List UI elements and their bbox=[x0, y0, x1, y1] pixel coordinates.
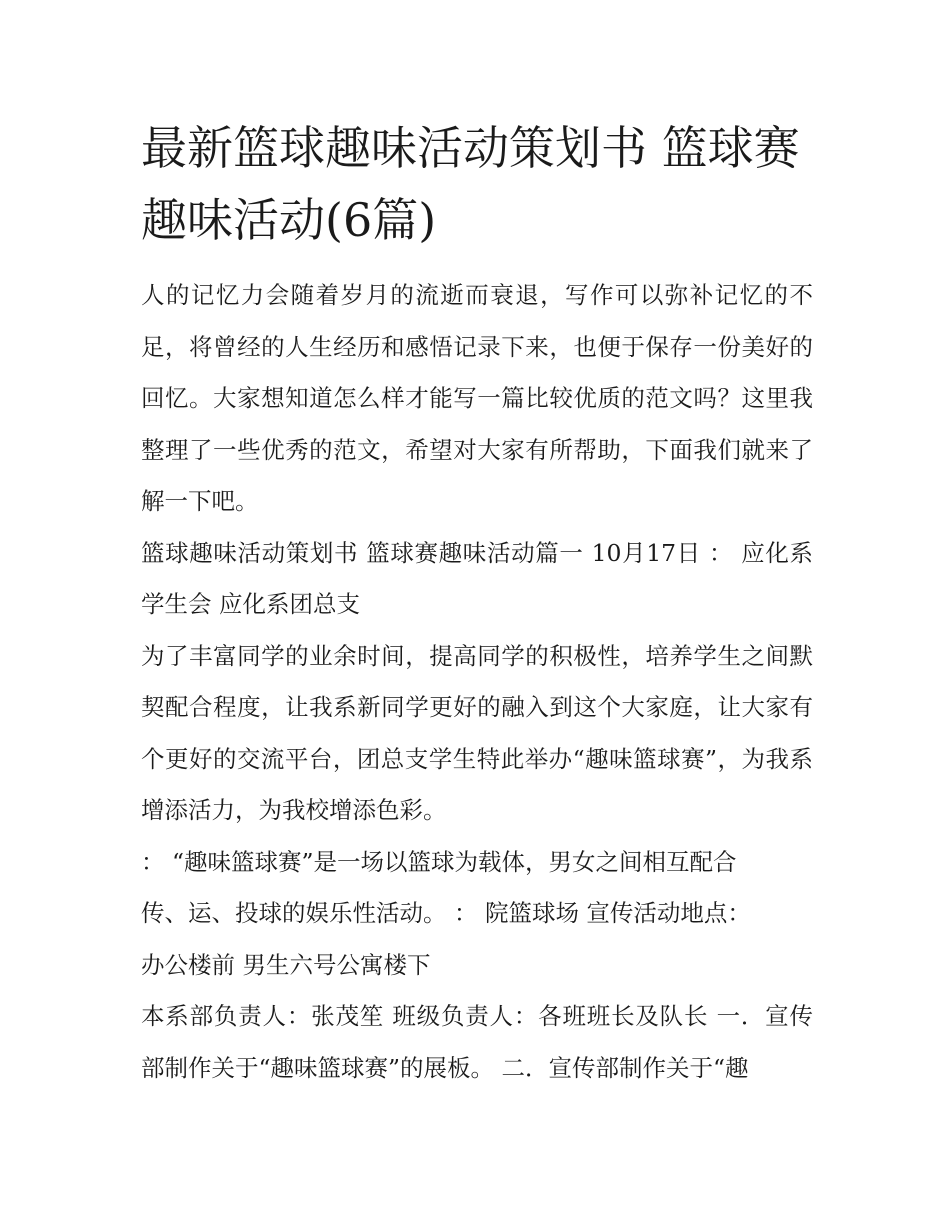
responsible-persons-paragraph: 本系部负责人：张茂笙 班级负责人：各班班长及队长 一．宣传部制作关于“趣味篮球赛”的展板。 二．宣传部制作关于“趣 bbox=[141, 1002, 813, 1082]
purpose-paragraph: 为了丰富同学的业余时间，提高同学的积极性，培养学生之间默契配合程度，让我系新同学更好的融入到这个大家庭，让大家有个更好的交流平台，团总支学生特此举办“趣味篮球赛”，为我系增添活力，为我校增添色彩。 bbox=[141, 641, 813, 824]
activity-description-line: ： “趣味篮球赛”是一场以篮球为载体，男女之间相互配合 bbox=[141, 847, 737, 876]
document-page bbox=[141, 112, 813, 1094]
section-heading-paragraph: 篮球趣味活动策划书 篮球赛趣味活动篇一 10月17日 ： 应化系学生会 应化系团总支 bbox=[141, 538, 813, 618]
promotion-location-line: 办公楼前 男生六号公寓楼下 bbox=[141, 950, 431, 979]
intro-paragraph: 人的记忆力会随着岁月的流逝而衰退，写作可以弥补记忆的不足，将曾经的人生经历和感悟记录下来，也便于保存一份美好的回忆。大家想知道怎么样才能写一篇比较优质的范文吗？这里我整理了一些优秀的范文，希望对大家有所帮助，下面我们就来了解一下吧。 bbox=[141, 281, 813, 515]
document-title: 最新篮球趣味活动策划书 篮球赛趣味活动(6篇) bbox=[141, 121, 800, 247]
activity-location-line: 传、运、投球的娱乐性活动。 ： 院篮球场 宣传活动地点： bbox=[141, 899, 751, 927]
